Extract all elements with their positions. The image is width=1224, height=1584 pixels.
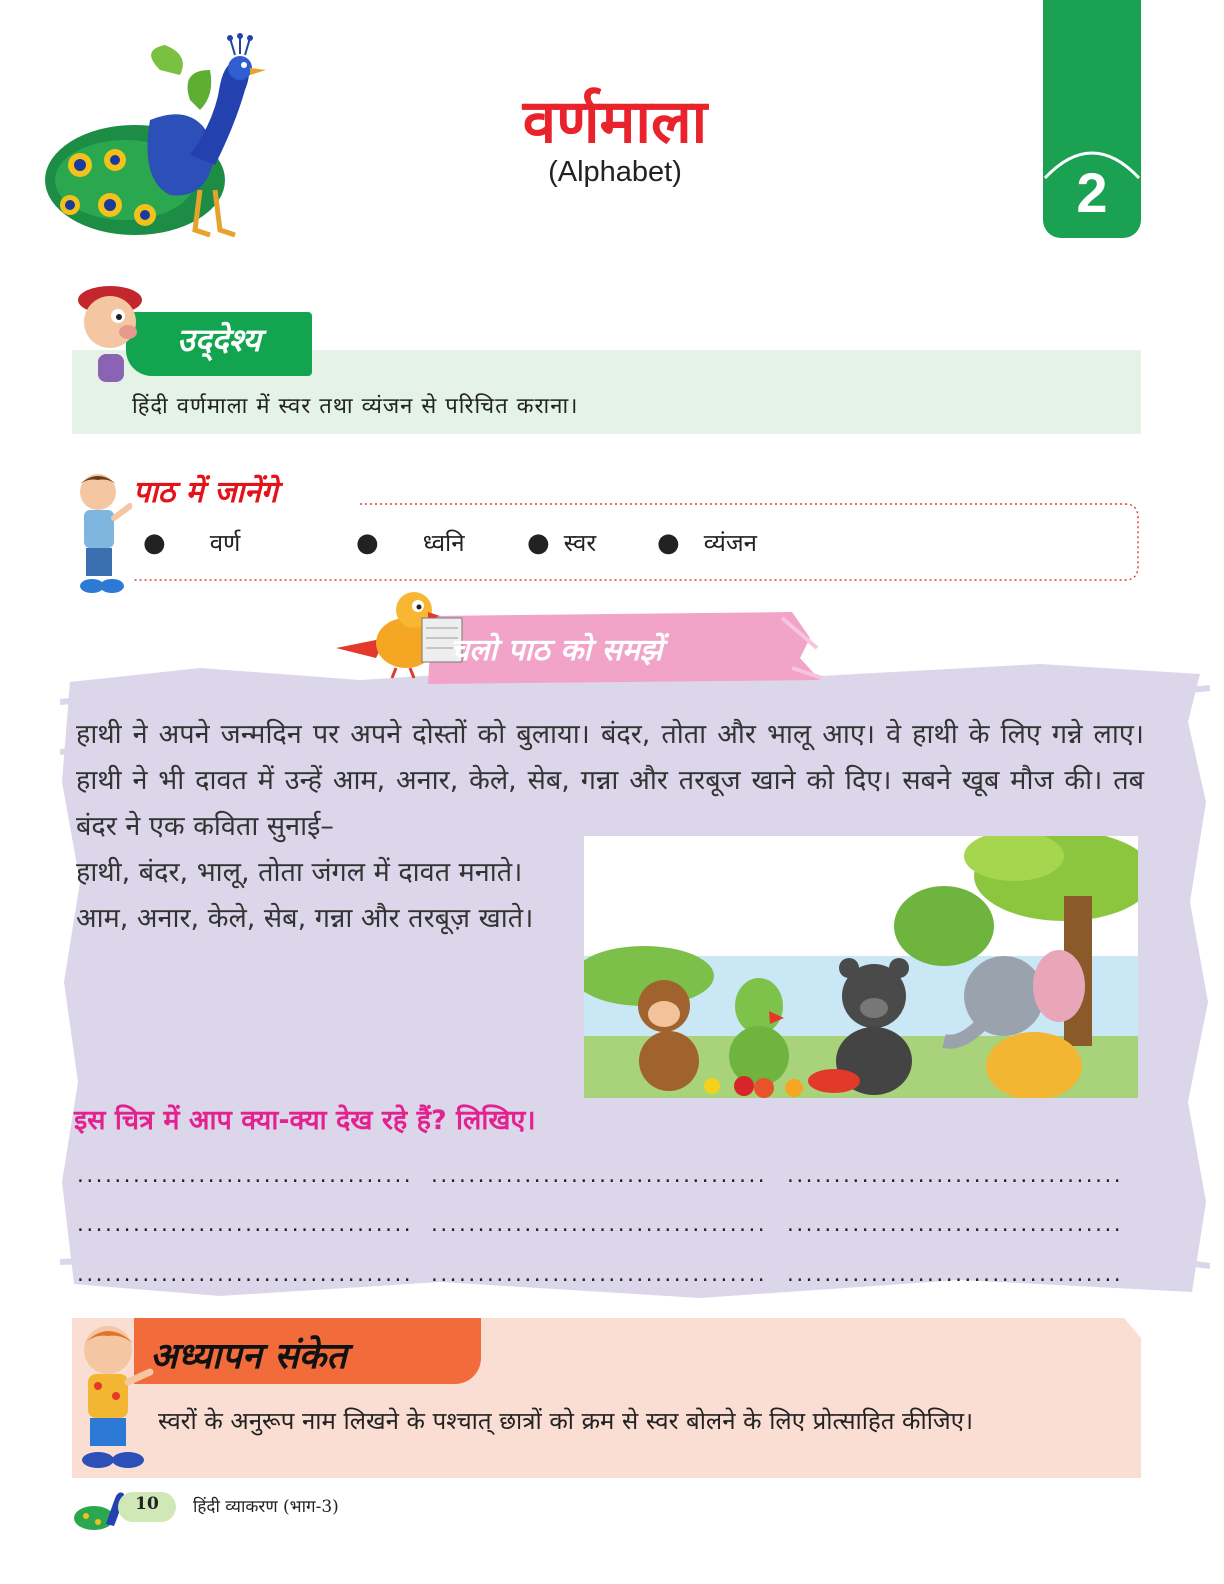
answer-line-8[interactable]: .................................... — [429, 1265, 766, 1286]
answer-line-2[interactable]: .................................... — [429, 1166, 766, 1187]
boy-pointing-illustration — [68, 470, 132, 595]
page-subtitle: (Alphabet) — [548, 156, 682, 188]
learn-item-swar: ● स्वर — [527, 528, 597, 558]
learn-item-varn: ● वर्ण — [143, 528, 241, 558]
poem-line-1: हाथी, बंदर, भालू, तोता जंगल में दावत मनाते। — [76, 857, 523, 888]
story-paragraph: हाथी ने अपने जन्मदिन पर अपने दोस्तों को बुलाया। बंदर, तोता और भालू आए। वे हाथी के लिए गन्ने लाए। हाथी ने भी दावत में उन्हें आम, अनार, केले, सेब, गन्ना और तरबूज खाने को दिए। सबने खूब मौज की। तब बंदर ने एक कविता सुनाई– — [76, 719, 1144, 842]
objective-text: हिंदी वर्णमाला में स्वर तथा व्यंजन से परिचित कराना। — [132, 394, 579, 419]
lesson-heading: चलो पाठ को समझें — [450, 633, 663, 668]
learn-box-outline — [130, 502, 1140, 582]
answer-line-9[interactable]: .................................... — [785, 1265, 1122, 1286]
teacher-note-text: स्वरों के अनुरूप नाम लिखने के पश्चात् छात्रों को क्रम से स्वर बोलने के लिए प्रोत्साहित कीजिए। — [158, 1407, 974, 1435]
answer-line-7[interactable]: .................................... — [75, 1265, 412, 1286]
learn-item-dhvani: ● ध्वनि — [356, 528, 465, 558]
answer-line-1[interactable]: .................................... — [75, 1166, 412, 1187]
boy-waving-illustration — [68, 1322, 160, 1472]
peacock-illustration — [40, 30, 280, 245]
lesson-story — [76, 712, 1144, 850]
animal-picnic-illustration — [584, 836, 1138, 1098]
poem-line-2: आम, अनार, केले, सेब, गन्ना और तरबूज़ खाते। — [76, 903, 534, 934]
picture-question: इस चित्र में आप क्या-क्या देख रहे हैं? लिखिए। — [74, 1105, 536, 1136]
page-title: वर्णमाला — [522, 87, 708, 157]
answer-line-4[interactable]: .................................... — [75, 1215, 412, 1236]
learn-heading: पाठ में जानेंगे — [133, 475, 278, 510]
bird-reading-newspaper-illustration — [336, 588, 466, 680]
objective-heading: उद्‌देश्य — [177, 321, 261, 359]
answer-line-3[interactable]: .................................... — [785, 1166, 1122, 1187]
book-title: हिंदी व्याकरण (भाग-3) — [193, 1497, 339, 1517]
page-number: 10 — [135, 1494, 159, 1514]
poem — [76, 850, 533, 942]
chapter-number: 2 — [1076, 161, 1108, 224]
boy-peeking-illustration — [70, 282, 150, 382]
learn-item-vyanjan: ● व्यंजन — [657, 528, 757, 558]
answer-line-6[interactable]: .................................... — [785, 1215, 1122, 1236]
teacher-note-heading: अध्यापन संकेत — [150, 1336, 347, 1377]
answer-line-5[interactable]: .................................... — [429, 1215, 766, 1236]
